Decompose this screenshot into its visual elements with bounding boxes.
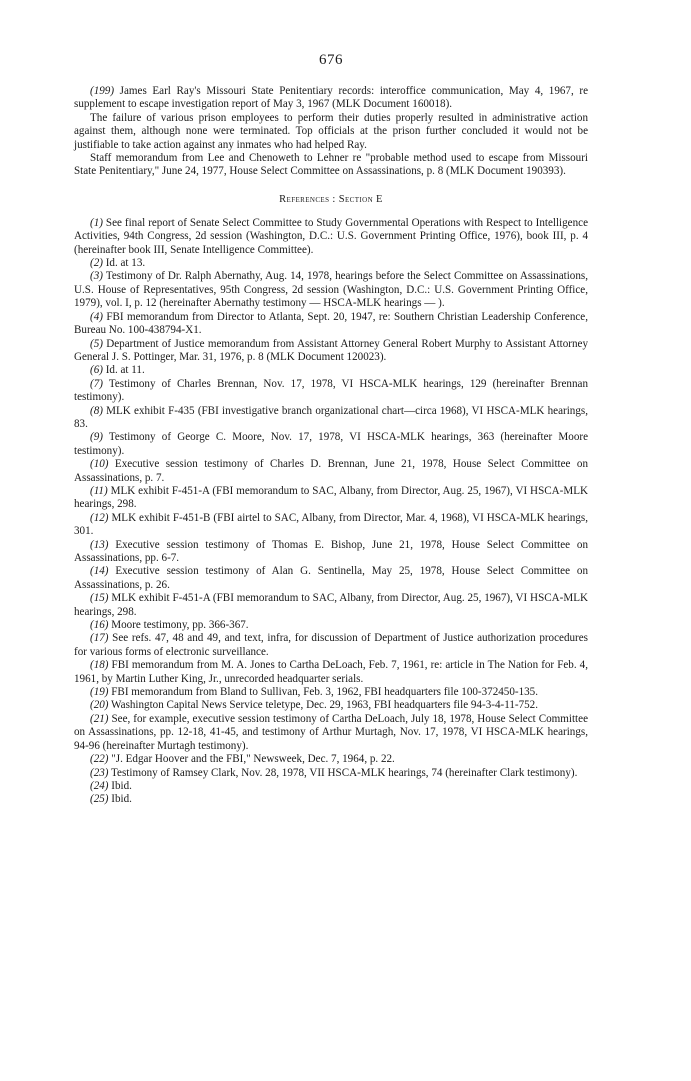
section-heading-right: Section E [338,193,383,205]
reference-number: (11) [90,484,108,497]
reference-number: (16) [90,619,109,632]
reference-item [74,364,588,377]
reference-text: FBI memorandum from Director to Atlanta, Sept. 20, 1947, re: Southern Christian Leadership Conference, Bureau No. 100-438794-X1. [74,310,588,337]
reference-text: Id. at 13. [102,257,146,270]
reference-number: (8) [90,404,103,417]
reference-item [74,257,588,270]
reference-text: See, for example, executive session testimony of Cartha DeLoach, July 18, 1978, House Select Committee on Assassinations, pp. 12-18, 41-45, and testimony of Arthur Murtagh, Nov. 17, 1978, VI HSCA-MLK hearings, 94-96 (hereinafter Murtagh testimony). [74,712,588,752]
reference-item [74,405,588,432]
reference-item [74,512,588,539]
reference-item [74,686,588,699]
reference-number: (23) [90,766,109,779]
reference-number: (5) [90,337,103,350]
reference-item [74,713,588,753]
reference-number: (21) [90,712,109,725]
reference-number: (24) [90,779,109,792]
reference-item [74,431,588,458]
reference-text: MLK exhibit F-435 (FBI investigative branch organizational chart—circa 1968), VI HSCA-MLK hearings, 83. [74,404,588,430]
reference-item [74,699,588,712]
reference-text: MLK exhibit F-451-A (FBI memorandum to SAC, Albany, from Director, Aug. 25, 1967), VI HSCA-MLK hearings, 298. [74,484,588,511]
intro-paragraph [74,152,588,179]
reference-number: (18) [90,659,109,672]
reference-text: MLK exhibit F-451-B (FBI airtel to SAC, Albany, from Director, Mar. 4, 1968), VI HSCA-MLK hearings, 301. [74,511,588,538]
reference-text: Department of Justice memorandum from Assistant Attorney General Robert Murphy to Assistant Attorney General J. S. Pottinger, Mar. 31, 1976, p. 8 (MLK Document 120023). [74,337,588,363]
note-number: (199) [90,85,115,97]
intro-paragraph [74,112,588,152]
reference-item [74,485,588,512]
note-text: Staff memorandum from Lee and Chenoweth to Lehner re "probable method used to escape from Missouri State Penitentiary," June 24, 1977, House Select Committee on Assassinations, p. 8 (MLK Document 190393). [74,152,588,178]
reference-item [74,619,588,632]
reference-text: Washington Capital News Service teletype, Dec. 29, 1963, FBI headquarters file 94-3-4-11-752. [108,699,538,712]
reference-number: (20) [90,699,109,712]
reference-item [74,539,588,566]
reference-number: (3) [90,270,103,283]
reference-text: Executive session testimony of Thomas E. Bishop, June 21, 1978, House Select Committee on Assassinations, pp. 6-7. [74,538,588,564]
reference-number: (1) [90,216,103,229]
reference-text: Moore testimony, pp. 366-367. [108,619,249,632]
reference-number: (22) [90,753,109,766]
reference-number: (14) [90,565,109,578]
reference-text: See final report of Senate Select Committee to Study Governmental Operations with Respect to Intelligence Activities, 94th Congress, 2d session (Washington, D.C.: U.S. Government Printing Office, 1976), book III, p. 4 (hereinafter book III, Senate Intelligence Committee). [74,216,588,256]
reference-number: (15) [90,592,109,605]
reference-item [74,270,588,310]
note-text: The failure of various prison employees to perform their duties properly resulted in administrative action against them, although none were terminated. Top officials at the prison further concluded it would not be justifiable to take action against any inmates who had helped Ray. [74,111,588,151]
reference-text: FBI memorandum from M. A. Jones to Cartha DeLoach, Feb. 7, 1961, re: article in The Nation for Feb. 4, 1961, by Martin Luther King, Jr., unrecorded headquarter serials. [74,659,588,685]
reference-text: See refs. 47, 48 and 49, and text, infra, for discussion of Department of Justice authorization procedures for various forms of electronic surveillance. [74,632,588,658]
reference-text: MLK exhibit F-451-A (FBI memorandum to SAC, Albany, from Director, Aug. 25, 1967), VI HSCA-MLK hearings, 298. [74,592,588,618]
reference-text: Ibid. [108,793,132,806]
reference-item [74,565,588,592]
section-heading [74,194,588,205]
document-page [74,52,588,807]
reference-text: Executive session testimony of Charles D. Brennan, June 21, 1978, House Select Committee on Assassinations, p. 7. [74,458,588,484]
reference-number: (7) [90,377,103,390]
reference-item [74,311,588,338]
reference-item [74,378,588,405]
intro-paragraph [74,85,588,112]
reference-item [74,780,588,793]
reference-number: (6) [90,364,103,377]
reference-item [74,767,588,780]
reference-item [74,659,588,686]
reference-text: Testimony of Ramsey Clark, Nov. 28, 1978, VII HSCA-MLK hearings, 74 (hereinafter Clark testimony). [108,766,578,779]
reference-text: Testimony of Dr. Ralph Abernathy, Aug. 14, 1978, hearings before the Select Committee on Assassinations, U.S. House of Representatives, 95th Congress, 2d session (Washington, D.C.: U.S. Government Printing Office, 1979), vol. I, p. 12 (hereinafter Abernathy testimony — HSCA-MLK hearings — ). [74,270,588,310]
note-text: James Earl Ray's Missouri State Penitentiary records: interoffice communication, May 4, 1967, re supplement to escape investigation report of May 3, 1967 (MLK Document 160018). [74,85,588,111]
reference-item [74,632,588,659]
reference-number: (13) [90,538,109,551]
reference-text: Executive session testimony of Alan G. Sentinella, May 25, 1978, House Select Committee on Assassinations, p. 26. [74,565,588,591]
reference-number: (17) [90,632,109,645]
reference-list [74,217,588,807]
reference-text: Ibid. [108,779,132,792]
reference-item [74,217,588,257]
reference-item [74,592,588,619]
section-heading-separator: : [332,193,336,205]
reference-text: Testimony of George C. Moore, Nov. 17, 1978, VI HSCA-MLK hearings, 363 (hereinafter Moore testimony). [74,431,588,457]
reference-number: (2) [90,257,103,270]
reference-item [74,793,588,806]
reference-number: (9) [90,431,103,444]
reference-item [74,753,588,766]
reference-number: (19) [90,686,109,699]
reference-text: FBI memorandum from Bland to Sullivan, Feb. 3, 1962, FBI headquarters file 100-372450-135. [108,686,539,699]
section-heading-left: References [279,193,330,205]
intro-notes [74,85,588,179]
reference-number: (10) [90,458,109,471]
reference-text: "J. Edgar Hoover and the FBI," Newsweek, Dec. 7, 1964, p. 22. [108,753,395,766]
reference-item [74,338,588,365]
reference-text: Testimony of Charles Brennan, Nov. 17, 1978, VI HSCA-MLK hearings, 129 (hereinafter Brennan testimony). [74,377,588,404]
reference-text: Id. at 11. [102,364,145,377]
reference-number: (25) [90,793,109,806]
page-number: 676 [319,52,343,68]
reference-number: (4) [90,310,103,323]
reference-number: (12) [90,511,109,524]
reference-item [74,458,588,485]
